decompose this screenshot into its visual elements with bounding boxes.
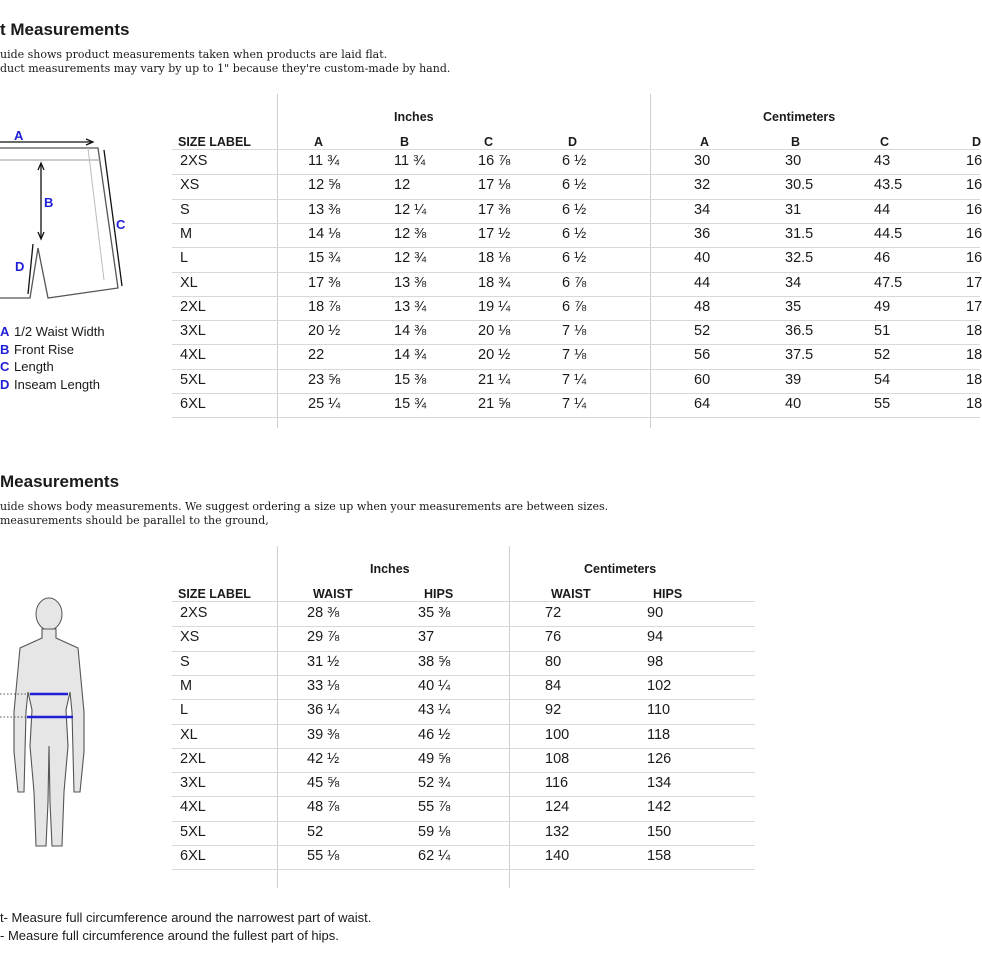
body-note-1: uide shows body measurements. We suggest ordering a size up when your measurements are between sizes. <box>0 500 609 513</box>
body-size-label-cell: 2XS <box>180 605 208 621</box>
product-table-cell: 49 <box>874 298 891 315</box>
product-table-cell: 17 ½ <box>478 225 511 242</box>
body-table-cell: 40 ¼ <box>418 677 451 694</box>
body-size-label-cell: S <box>180 653 190 670</box>
body-table-cell: 150 <box>647 823 672 840</box>
product-table-cell: 40 <box>785 396 802 412</box>
product-table-cell: 15 ⅜ <box>394 371 427 388</box>
product-table-cell: 43.5 <box>874 177 903 194</box>
body-row-rule <box>172 796 755 797</box>
product-table-cell: 22 <box>308 347 325 364</box>
product-table-cell: 44.5 <box>874 225 903 242</box>
body-size-label-cell: 3XL <box>180 775 206 792</box>
product-col-header: D <box>972 135 982 149</box>
body-table-cell: 110 <box>647 702 671 719</box>
body-row-rule <box>172 845 755 846</box>
body-size-label-cell: 2XL <box>180 750 206 767</box>
body-table-cell: 76 <box>545 629 562 646</box>
product-size-label-cell: 6XL <box>180 396 206 412</box>
product-table-cell: 18 ¾ <box>478 274 511 291</box>
product-table-cell: 32 <box>694 177 711 194</box>
product-table-cell: 16 <box>966 250 982 267</box>
body-table-cell: 35 ⅜ <box>418 605 451 621</box>
product-table-cell: 48 <box>694 298 711 315</box>
body-table-cell: 132 <box>545 823 570 840</box>
product-table-cell: 6 ⅞ <box>562 298 587 315</box>
product-size-label-cell: 3XL <box>180 323 206 340</box>
product-table-cell: 44 <box>874 201 891 218</box>
body-size-label-cell: XL <box>180 726 198 743</box>
body-figure <box>0 592 110 854</box>
body-table-cell: 90 <box>647 605 664 621</box>
legend-item-d <box>0 377 100 392</box>
product-table-cell: 12 ¼ <box>394 201 427 218</box>
product-size-label-cell: 2XL <box>180 298 206 315</box>
body-table-cell: 55 ⅞ <box>418 799 451 816</box>
product-size-label-cell: M <box>180 225 193 242</box>
body-group-inches: Inches <box>370 562 410 576</box>
product-size-label-cell: L <box>180 250 189 267</box>
label-d: D <box>15 259 25 274</box>
product-header-rule <box>172 149 980 150</box>
product-table-cell: 18 <box>966 323 982 340</box>
product-table-cell: 21 ¼ <box>478 371 511 388</box>
product-table-cell: 6 ½ <box>562 250 587 267</box>
product-table-cell: 16 ⅞ <box>478 153 511 169</box>
product-table-cell: 16 <box>966 225 982 242</box>
product-table-cell: 31.5 <box>785 225 814 242</box>
body-row-rule <box>172 821 755 822</box>
product-row-rule <box>172 199 980 200</box>
product-row-rule <box>172 247 980 248</box>
product-table-cell: 6 ⅞ <box>562 274 587 291</box>
figure-body <box>14 629 84 846</box>
body-table-cell: 118 <box>647 726 671 743</box>
body-table-cell: 84 <box>545 677 562 694</box>
body-col-header: WAIST <box>551 587 591 601</box>
body-table-cell: 108 <box>545 750 570 767</box>
product-size-label-cell: XL <box>180 274 198 291</box>
product-size-label-cell: 4XL <box>180 347 206 364</box>
product-section-title: t Measurements <box>0 20 130 39</box>
product-table-cell: 52 <box>874 347 891 364</box>
product-table-cell: 18 <box>966 347 982 364</box>
product-row-rule <box>172 417 980 418</box>
product-table-cell: 25 ¼ <box>308 396 341 412</box>
product-table-cell: 40 <box>694 250 711 267</box>
body-size-label-cell: M <box>180 677 193 694</box>
product-table-cell: 30 <box>785 153 802 169</box>
product-table-cell: 17 ⅜ <box>478 201 511 218</box>
legend-item-c <box>0 359 54 374</box>
product-table-divider-2 <box>650 94 651 428</box>
label-a: A <box>14 128 24 143</box>
product-table-cell: 52 <box>694 323 711 340</box>
body-table-cell: 62 ¼ <box>418 848 451 864</box>
body-table-cell: 98 <box>647 653 664 670</box>
product-table-cell: 30 <box>694 153 711 169</box>
body-group-centimeters: Centimeters <box>584 562 657 576</box>
product-table-cell: 36.5 <box>785 323 814 340</box>
product-table-cell: 15 ¾ <box>308 250 341 267</box>
product-table-cell: 18 ⅛ <box>478 250 511 267</box>
footnote-hips: - Measure full circumference around the fullest part of hips. <box>0 928 339 943</box>
product-table-cell: 6 ½ <box>562 201 587 218</box>
product-table-cell: 18 ⅞ <box>308 298 341 315</box>
product-table-cell: 17 ⅜ <box>308 274 341 291</box>
body-table-cell: 80 <box>545 653 562 670</box>
product-row-rule <box>172 174 980 175</box>
product-table-cell: 64 <box>694 396 711 412</box>
product-table-cell: 14 ¾ <box>394 347 427 364</box>
product-row-rule <box>172 223 980 224</box>
product-row-rule <box>172 369 980 370</box>
body-table-cell: 72 <box>545 605 562 621</box>
product-table-cell: 43 <box>874 153 891 169</box>
body-table-cell: 134 <box>647 775 672 792</box>
product-table-cell: 54 <box>874 371 891 388</box>
body-col-header: HIPS <box>653 587 683 601</box>
body-row-rule <box>172 699 755 700</box>
product-col-header: B <box>791 135 801 149</box>
product-table-cell: 15 ¾ <box>394 396 427 412</box>
body-table-cell: 45 ⅝ <box>307 775 340 792</box>
body-row-rule <box>172 748 755 749</box>
footnote-waist: t- Measure full circumference around the narrowest part of waist. <box>0 910 372 925</box>
product-table-cell: 35 <box>785 298 802 315</box>
legend-text: Inseam Length <box>14 377 101 392</box>
product-col-header: B <box>400 135 410 149</box>
body-table-cell: 126 <box>647 750 672 767</box>
product-table-cell: 6 ½ <box>562 177 587 194</box>
body-table-cell: 29 ⅞ <box>307 629 340 646</box>
product-table-divider-1 <box>277 94 278 428</box>
product-table-cell: 47.5 <box>874 274 903 291</box>
product-row-rule <box>172 320 980 321</box>
body-size-label-cell: 4XL <box>180 799 206 816</box>
body-table-cell: 100 <box>545 726 570 743</box>
body-col-header: WAIST <box>313 587 353 601</box>
body-table-cell: 142 <box>647 799 672 816</box>
body-table-cell: 42 ½ <box>307 750 340 767</box>
product-table-cell: 17 <box>966 298 982 315</box>
body-col-header: HIPS <box>424 587 454 601</box>
figure-head <box>36 598 62 630</box>
product-col-header: C <box>484 135 494 149</box>
product-row-rule <box>172 393 980 394</box>
body-table-cell: 37 <box>418 629 435 646</box>
body-size-label-cell: 5XL <box>180 823 206 840</box>
body-table-cell: 36 ¼ <box>307 702 340 719</box>
body-table-cell: 59 ⅛ <box>418 823 451 840</box>
legend-text: Length <box>14 359 54 374</box>
product-table-cell: 31 <box>785 201 802 218</box>
product-table-cell: 46 <box>874 250 891 267</box>
product-table-cell: 7 ¼ <box>562 371 587 388</box>
product-table-cell: 14 ⅜ <box>394 323 427 340</box>
product-group-centimeters: Centimeters <box>763 110 836 124</box>
body-row-rule <box>172 772 755 773</box>
body-row-rule <box>172 869 755 870</box>
product-table-cell: 55 <box>874 396 891 412</box>
body-table-cell: 33 ⅛ <box>307 677 340 694</box>
legend-key: C <box>0 359 10 374</box>
product-col-header: A <box>700 135 710 149</box>
body-size-label-cell: XS <box>180 629 200 646</box>
product-table-cell: 6 ½ <box>562 153 587 169</box>
shorts-outline <box>0 148 118 298</box>
product-table-cell: 16 <box>966 201 982 218</box>
product-row-rule <box>172 344 980 345</box>
body-table-cell: 158 <box>647 848 672 864</box>
product-table-cell: 18 <box>966 371 982 388</box>
body-row-rule <box>172 626 755 627</box>
product-table-cell: 36 <box>694 225 711 242</box>
body-table-cell: 116 <box>545 775 569 792</box>
product-row-rule <box>172 272 980 273</box>
body-table-cell: 55 ⅛ <box>307 848 340 864</box>
product-table-cell: 13 ¾ <box>394 298 427 315</box>
product-table-cell: 12 ¾ <box>394 250 427 267</box>
product-size-label-cell: S <box>180 201 190 218</box>
body-table-cell: 92 <box>545 702 562 719</box>
product-group-inches: Inches <box>394 110 434 124</box>
product-table-cell: 39 <box>785 371 802 388</box>
product-table-cell: 6 ½ <box>562 225 587 242</box>
product-table-cell: 30.5 <box>785 177 814 194</box>
body-note-2: measurements should be parallel to the ground, <box>0 514 269 527</box>
product-table-cell: 20 ½ <box>478 347 511 364</box>
product-table-cell: 7 ⅛ <box>562 323 587 340</box>
product-table-cell: 44 <box>694 274 711 291</box>
product-col-header: C <box>880 135 890 149</box>
body-table-cell: 38 ⅝ <box>418 653 451 670</box>
body-table-cell: 124 <box>545 799 570 816</box>
product-size-label-cell: XS <box>180 177 200 194</box>
body-table-cell: 28 ⅜ <box>307 605 340 621</box>
product-note-2: duct measurements may vary by up to 1" because they're custom-made by hand. <box>0 62 451 75</box>
shorts-diagram <box>0 120 140 310</box>
product-table-cell: 12 <box>394 177 411 194</box>
body-table-cell: 48 ⅞ <box>307 799 340 816</box>
product-table-cell: 21 ⅝ <box>478 396 511 412</box>
product-col-header: D <box>568 135 578 149</box>
legend-key: B <box>0 342 10 357</box>
body-size-label-cell: L <box>180 702 189 719</box>
product-table-cell: 17 ⅛ <box>478 177 511 194</box>
body-table-cell: 49 ⅝ <box>418 750 451 767</box>
product-table-cell: 18 <box>966 396 982 412</box>
body-section-title: Measurements <box>0 472 120 491</box>
product-note-1: uide shows product measurements taken when products are laid flat. <box>0 48 388 61</box>
product-col-header: A <box>314 135 324 149</box>
product-table-cell: 23 ⅝ <box>308 371 341 388</box>
body-table-cell: 94 <box>647 629 664 646</box>
legend-text: Front Rise <box>14 342 74 357</box>
product-table-cell: 12 ⅜ <box>394 225 427 242</box>
body-table-divider-1 <box>277 546 278 888</box>
product-table-cell: 19 ¼ <box>478 298 511 315</box>
product-table-cell: 13 ⅜ <box>308 201 341 218</box>
label-b: B <box>44 195 54 210</box>
product-table-cell: 14 ⅛ <box>308 225 341 242</box>
product-table-cell: 60 <box>694 371 711 388</box>
product-col-header: SIZE LABEL <box>178 135 251 149</box>
legend-key: D <box>0 377 10 392</box>
body-header-rule <box>172 601 755 602</box>
product-table-cell: 13 ⅜ <box>394 274 427 291</box>
body-row-rule <box>172 724 755 725</box>
product-table-cell: 56 <box>694 347 711 364</box>
label-c: C <box>116 217 126 232</box>
product-table-cell: 34 <box>785 274 802 291</box>
product-table-cell: 7 ⅛ <box>562 347 587 364</box>
product-table-cell: 11 ¾ <box>308 153 340 169</box>
body-table-cell: 46 ½ <box>418 726 451 743</box>
product-table-cell: 32.5 <box>785 250 814 267</box>
body-table-cell: 39 ⅜ <box>307 726 340 743</box>
product-table-cell: 37.5 <box>785 347 814 364</box>
body-table-cell: 102 <box>647 677 672 694</box>
body-row-rule <box>172 675 755 676</box>
body-size-label-cell: 6XL <box>180 848 206 864</box>
product-table-cell: 20 ½ <box>308 323 341 340</box>
product-table-cell: 12 ⅝ <box>308 177 341 194</box>
product-table-cell: 16 <box>966 153 982 169</box>
body-table-divider-2 <box>509 546 510 888</box>
body-table-cell: 140 <box>545 848 570 864</box>
legend-item-a <box>0 324 105 339</box>
body-table-cell: 52 ¾ <box>418 775 451 792</box>
body-col-header: SIZE LABEL <box>178 587 251 601</box>
product-table-cell: 17 <box>966 274 982 291</box>
product-size-label-cell: 5XL <box>180 371 206 388</box>
product-table-cell: 34 <box>694 201 711 218</box>
legend-text: 1/2 Waist Width <box>14 324 105 339</box>
product-table-cell: 51 <box>874 323 891 340</box>
product-table-cell: 16 <box>966 177 982 194</box>
legend-key: A <box>0 324 10 339</box>
product-size-label-cell: 2XS <box>180 153 208 169</box>
product-row-rule <box>172 296 980 297</box>
body-row-rule <box>172 651 755 652</box>
product-table-cell: 7 ¼ <box>562 396 587 412</box>
body-table-cell: 43 ¼ <box>418 702 451 719</box>
product-table-cell: 11 ¾ <box>394 153 426 169</box>
legend-item-b <box>0 342 74 357</box>
body-table-cell: 31 ½ <box>307 653 340 670</box>
body-table-cell: 52 <box>307 823 324 840</box>
product-table-cell: 20 ⅛ <box>478 323 511 340</box>
